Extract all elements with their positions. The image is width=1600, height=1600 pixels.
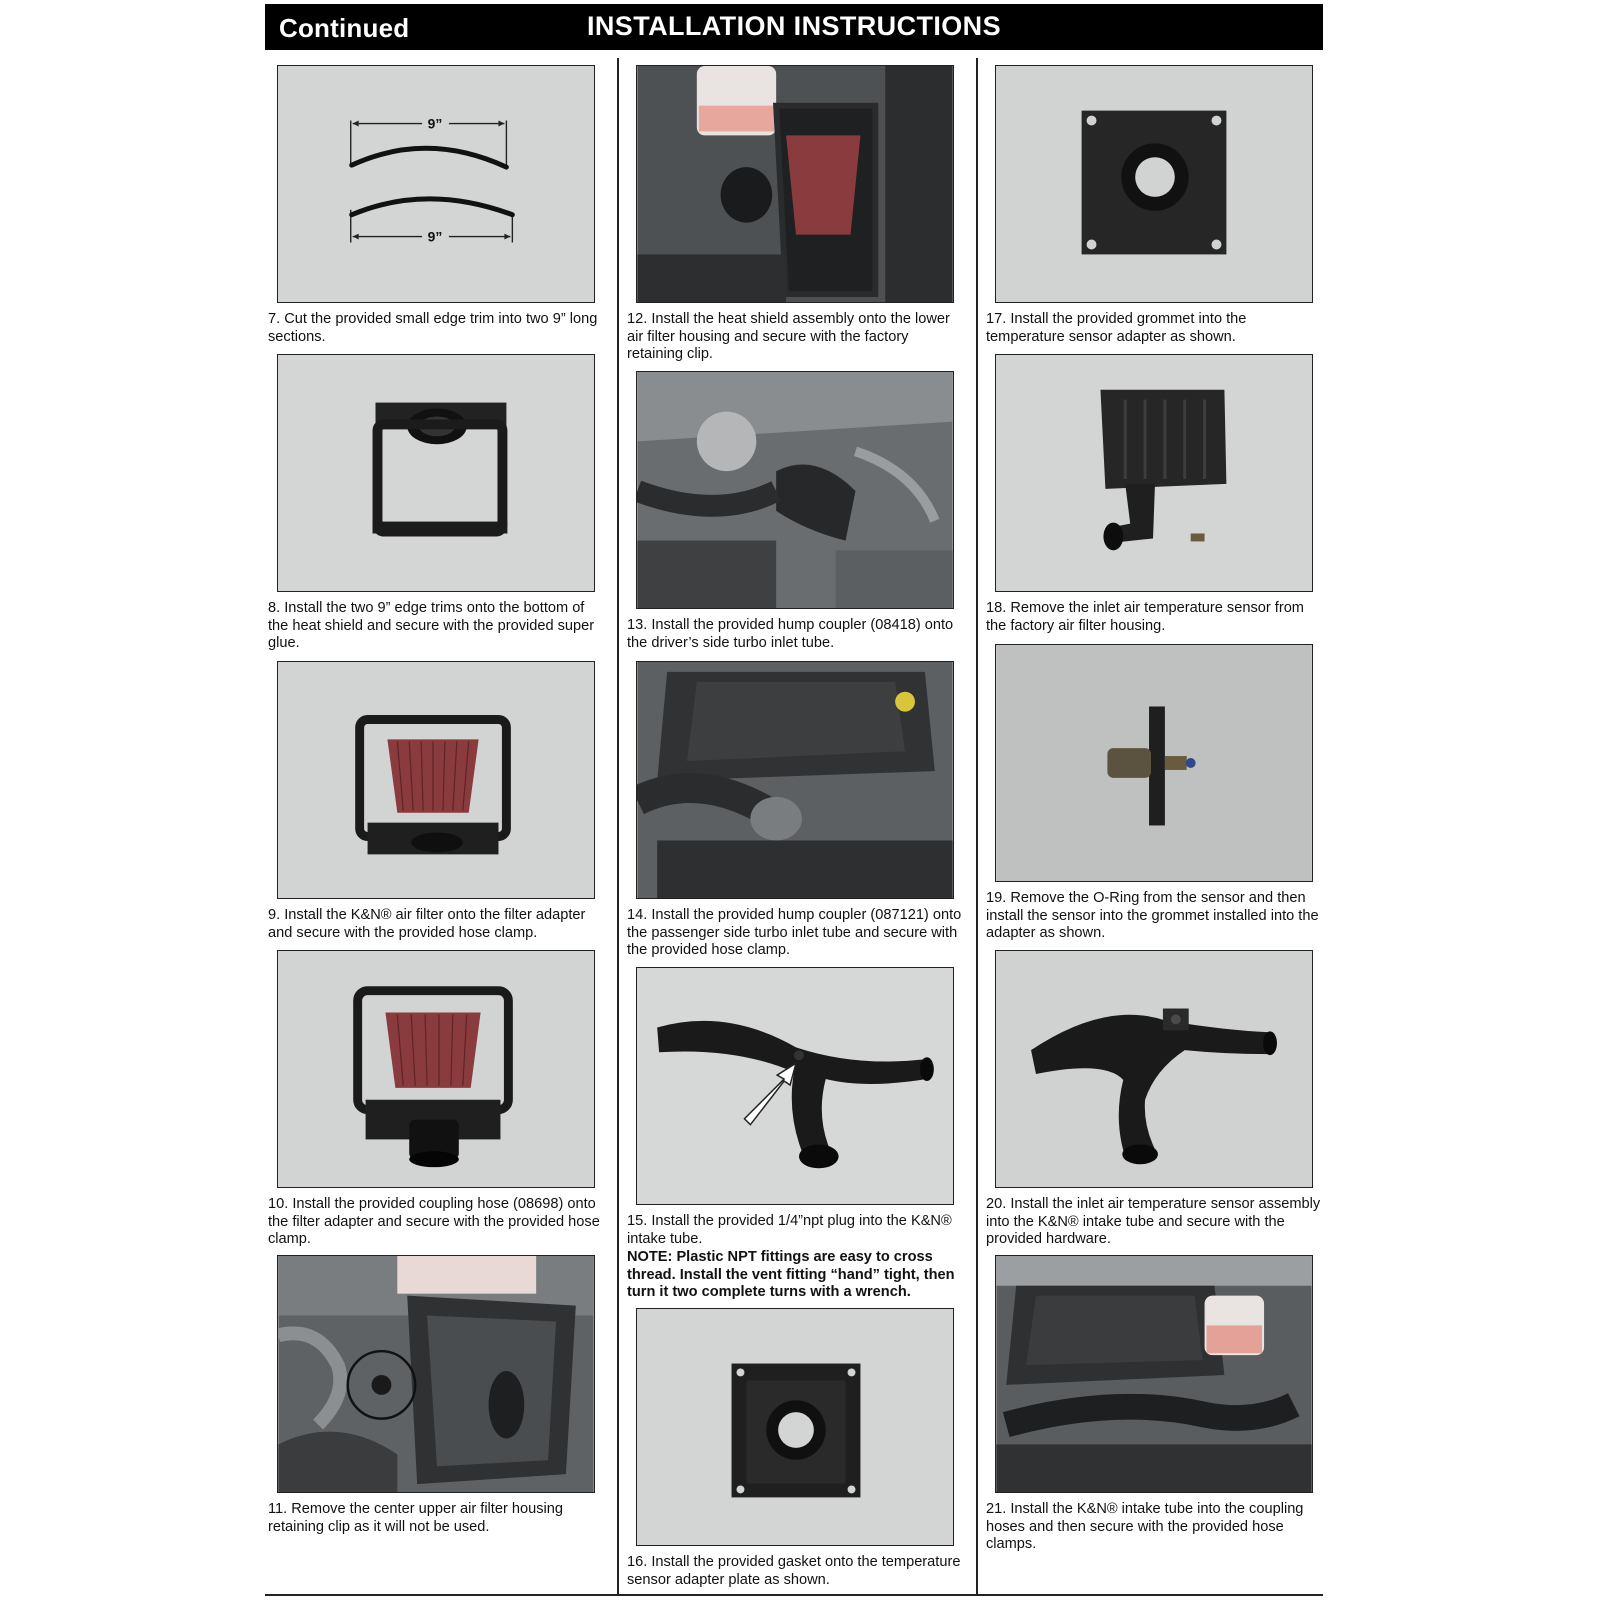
heat-shield-illustration — [278, 355, 594, 591]
step-21-photo — [995, 1255, 1313, 1493]
step-15-photo — [636, 967, 954, 1205]
coupling-hose-illustration — [278, 951, 594, 1187]
step-17-photo — [995, 65, 1313, 303]
airbox-engine-bay-photo — [278, 1256, 594, 1492]
intake-tube-sensor-illustration — [996, 951, 1312, 1187]
page-title: INSTALLATION INSTRUCTIONS — [587, 11, 1001, 41]
step-20-photo — [995, 950, 1313, 1188]
trim-length-label-top: 9” — [427, 115, 443, 132]
trim-length-label-bottom: 9” — [427, 228, 443, 245]
continued-label: Continued — [279, 13, 410, 43]
header-bar — [265, 4, 1323, 50]
gasket-plate-illustration — [637, 1309, 953, 1545]
step-9-caption: 9. Install the K&N® air filter onto the filter adapter and secure with the provided hose clamp. — [268, 907, 586, 941]
step-14-caption: 14. Install the provided hump coupler (087121) onto the passenger side turbo inlet tube and secure with the provided hose clamp. — [627, 907, 962, 959]
grommet-adapter-illustration — [996, 66, 1312, 302]
column-divider-right — [976, 58, 978, 1595]
driver-side-turbo-photo — [637, 372, 953, 608]
edge-trim-illustration — [278, 66, 594, 302]
step-11-caption: 11. Remove the center upper air filter housing retaining clip as it will not be used. — [268, 1501, 564, 1535]
step-16-caption: 16. Install the provided gasket onto the temperature sensor adapter plate as shown. — [627, 1554, 961, 1588]
factory-airbox-lid-illustration — [996, 355, 1312, 591]
step-18-caption: 18. Remove the inlet air temperature sensor from the factory air filter housing. — [986, 600, 1304, 634]
step-17-caption: 17. Install the provided grommet into the temperature sensor adapter as shown. — [986, 311, 1247, 345]
step-8-caption: 8. Install the two 9” edge trims onto the bottom of the heat shield and secure with the provided super glue. — [268, 600, 595, 652]
step-14-photo — [636, 661, 954, 899]
column-divider-left — [617, 58, 619, 1595]
step-13-caption: 13. Install the provided hump coupler (08418) onto the driver’s side turbo inlet tube. — [627, 617, 954, 651]
step-10-caption: 10. Install the provided coupling hose (08698) onto the filter adapter and secure with the provided hose clamp. — [268, 1196, 600, 1248]
final-install-engine-bay-photo — [996, 1256, 1312, 1492]
sensor-in-grommet-illustration — [996, 645, 1312, 881]
step-15-text: 15. Install the provided 1/4”npt plug into the K&N® intake tube. — [627, 1213, 952, 1247]
step-21-caption: 21. Install the K&N® intake tube into the coupling hoses and then secure with the provided hose clamps. — [986, 1501, 1304, 1553]
step-20-caption: 20. Install the inlet air temperature sensor assembly into the K&N® intake tube and secure with the provided hardware. — [986, 1196, 1321, 1248]
step-7-photo — [277, 65, 595, 303]
step-11-photo — [277, 1255, 595, 1493]
filter-assembly-illustration — [278, 662, 594, 898]
bottom-rule — [265, 1594, 1323, 1596]
passenger-side-turbo-photo — [637, 662, 953, 898]
step-19-caption: 19. Remove the O-Ring from the sensor and then install the sensor into the grommet installed into the adapter as shown. — [986, 890, 1319, 942]
step-18-photo — [995, 354, 1313, 592]
step-8-photo — [277, 354, 595, 592]
step-19-photo — [995, 644, 1313, 882]
step-12-photo — [636, 65, 954, 303]
heat-shield-installed-photo — [637, 66, 953, 302]
step-10-photo — [277, 950, 595, 1188]
step-15-note: NOTE: Plastic NPT fittings are easy to cross thread. Install the vent fitting “hand” tight, then turn it two complete turns with a wrench. — [627, 1249, 955, 1301]
step-13-photo — [636, 371, 954, 609]
step-15-caption — [627, 1213, 963, 1302]
step-7-caption: 7. Cut the provided small edge trim into two 9” long sections. — [268, 311, 598, 345]
intake-tube-plug-illustration — [637, 968, 953, 1204]
step-9-photo — [277, 661, 595, 899]
step-16-photo — [636, 1308, 954, 1546]
step-12-caption: 12. Install the heat shield assembly onto the lower air filter housing and secure with the factory retaining clip. — [627, 311, 950, 363]
